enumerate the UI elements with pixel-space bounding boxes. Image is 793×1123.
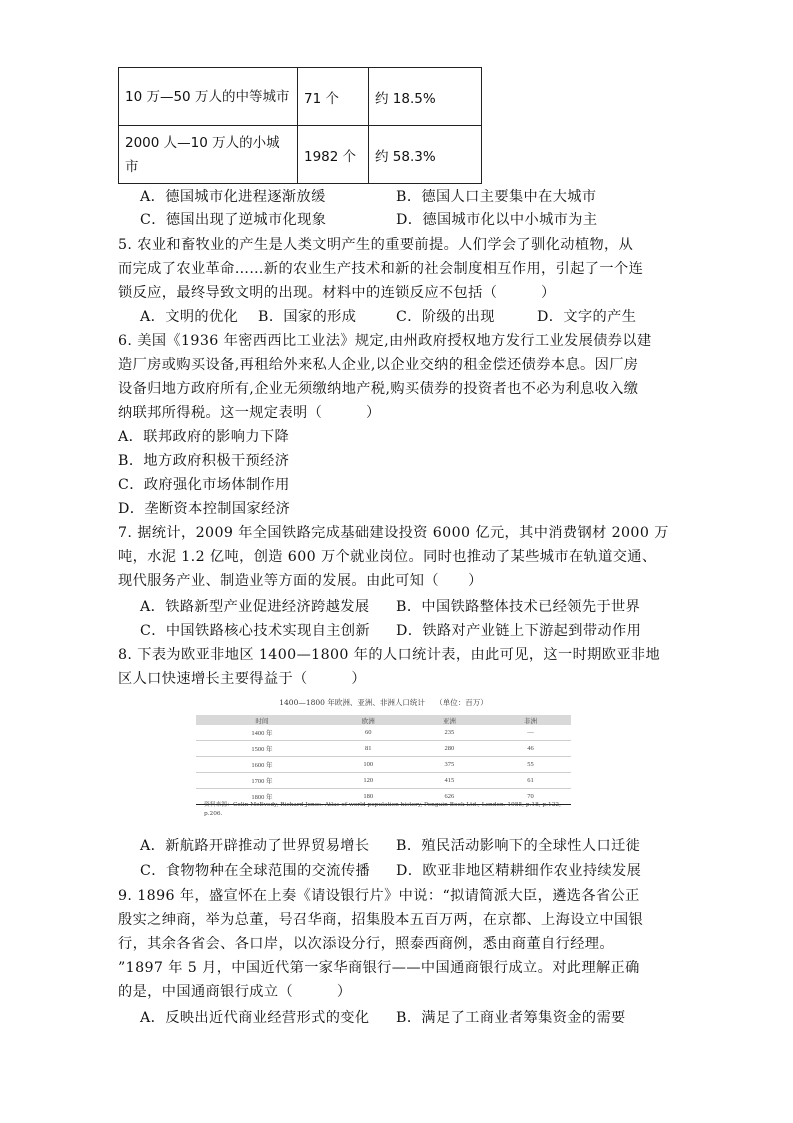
table-cell-category: 10 万—50 万人的中等城市 [119,68,298,126]
q5-stem-line: 而完成了农业革命……新的农业生产技术和新的社会制度相互作用，引起了一个连 [118,261,644,277]
population-table-caption [196,697,571,708]
q9-stem-line: 行，其余各省会、各口岸，以次添设分行，照泰西商例，悉由商董自行经理。 [118,936,614,952]
population-table-source: 资料来源：Colin McEvedy, Richard Jones. Atlas of world population history, Penguin Book Ltd., London. 1985, p.18, p.122, p.206. [204,802,561,817]
q6-stem-line: 造厂房或购买设备,再租给外来私人企业,以企业交纳的租金偿还债券本息。因厂房 [118,357,639,373]
q6-option-d: D．垄断资本控制国家经济 [118,501,291,517]
q8-stem-line: 8. 下表为欧亚非地区 1400—1800 年的人口统计表，由此可见，这一时期欧亚非地 [118,647,661,663]
q8-option-c: C．食物物种在全球范围的交流传播 [140,863,371,879]
table-cell: 1400 年 [196,725,328,741]
population-table-unit: （单位：百万） [435,698,488,707]
q9-stem-line: ”1897 年 5 月，中国近代第一家华商银行——中国通商银行成立。对此理解正确 [118,960,640,976]
city-size-table [118,67,482,184]
q7-stem-line: 吨，水泥 1.2 亿吨，创造 600 万个就业岗位。同时也推动了某些城市在轨道交通、 [118,549,657,565]
table-cell: 120 [328,773,409,789]
table-cell: 626 [409,789,490,805]
q5-option-c: C．阶级的出现 [396,309,495,325]
table-cell: 81 [328,741,409,757]
header-cell: 亚洲 [409,715,490,725]
q5-option-b: B．国家的形成 [258,309,357,325]
table-cell-count: 1982 个 [298,126,369,184]
q6-option-a: A．联邦政府的影响力下降 [118,429,290,445]
q4-option-a: A．德国城市化进程逐渐放缓 [140,189,326,205]
q6-option-b: B．地方政府积极干预经济 [118,453,290,469]
table-cell: 70 [490,789,571,805]
header-cell: 欧洲 [328,715,409,725]
q9-option-b: B．满足了工商业者筹集资金的需要 [396,1010,626,1026]
table-cell: 61 [490,773,571,789]
q9-stem-line: 的是，中国通商银行成立（ ） [118,984,352,1000]
population-table [196,715,571,805]
q8-option-d: D．欧亚非地区精耕细作农业持续发展 [396,863,642,879]
table-cell: 235 [409,725,490,741]
q7-option-d: D．铁路对产业链上下游起到带动作用 [396,623,642,639]
table-cell: 180 [328,789,409,805]
q9-stem-line: 9. 1896 年，盛宣怀在上奏《请设银行片》中说：“拟请简派大臣，遴选各省公正 [118,888,640,904]
population-table-figure [196,697,571,823]
table-cell: 100 [328,757,409,773]
q5-option-d: D．文字的产生 [537,309,637,325]
q5-stem-line: 5. 农业和畜牧业的产生是人类文明产生的重要前提。人们学会了驯化动植物，从 [118,237,634,253]
header-cell: 时间 [196,715,328,725]
header-cell: 非洲 [490,715,571,725]
table-row [119,126,482,184]
q4-option-c: C．德国出现了逆城市化现象 [140,212,327,228]
q7-stem-line: 7. 据统计，2009 年全国铁路完成基础建设投资 6000 亿元，其中消费钢材 2000 万 [118,525,669,541]
q6-stem-line: 设备归地方政府所有,企业无须缴纳地产税,购买债券的投资者也不必为利息收入缴 [118,381,639,397]
population-table-title: 1400—1800 年欧洲、亚洲、非洲人口统计 [279,698,425,707]
table-cell: 46 [490,741,571,757]
table-cell: 1500 年 [196,741,328,757]
table-cell-share: 约 18.5% [369,68,482,126]
q6-stem-line: 6. 美国《1936 年密西西比工业法》规定,由州政府授权地方发行工业发展债券以建 [118,333,652,349]
q9-stem-line: 殷实之绅商，举为总董，号召华商，招集股本五百万两，在京都、上海设立中国银 [118,912,644,928]
q6-stem-line: 纳联邦所得税。这一规定表明（ ） [118,405,381,421]
q8-stem-line: 区人口快速增长主要得益于（ ） [118,671,366,687]
q5-option-a: A．文明的优化 [140,309,239,325]
population-table-header [196,715,571,725]
table-cell: 1600 年 [196,757,328,773]
q7-option-a: A．铁路新型产业促进经济跨越发展 [140,599,370,615]
table-cell-category: 2000 人—10 万人的小城市 [119,126,298,184]
table-row [119,68,482,126]
table-row [196,773,571,789]
q9-option-a: A．反映出近代商业经营形式的变化 [140,1010,370,1026]
q8-option-b: B．殖民活动影响下的全球性人口迁徙 [396,838,641,854]
table-cell: 1800 年 [196,789,328,805]
table-cell: — [490,725,571,741]
table-cell: 1700 年 [196,773,328,789]
q4-option-b: B．德国人口主要集中在大城市 [396,189,597,205]
q4-option-d: D．德国城市化以中小城市为主 [396,212,598,228]
table-cell: 55 [490,757,571,773]
q6-option-c: C．政府强化市场体制作用 [118,477,290,493]
q7-stem-line: 现代服务产业、制造业等方面的发展。由此可知（ ） [118,573,483,589]
table-cell-share: 约 58.3% [369,126,482,184]
q7-option-c: C．中国铁路核心技术实现自主创新 [140,623,371,639]
table-cell: 60 [328,725,409,741]
table-cell: 375 [409,757,490,773]
q5-stem-line: 锁反应，最终导致文明的出现。材料中的连锁反应不包括（ ） [118,285,556,301]
table-cell-count: 71 个 [298,68,369,126]
q7-option-b: B．中国铁路整体技术已经领先于世界 [396,599,641,615]
q8-option-a: A．新航路开辟推动了世界贸易增长 [140,838,370,854]
table-cell: 280 [409,741,490,757]
table-row [196,757,571,773]
table-cell: 415 [409,773,490,789]
table-row [196,741,571,757]
table-row [196,725,571,741]
